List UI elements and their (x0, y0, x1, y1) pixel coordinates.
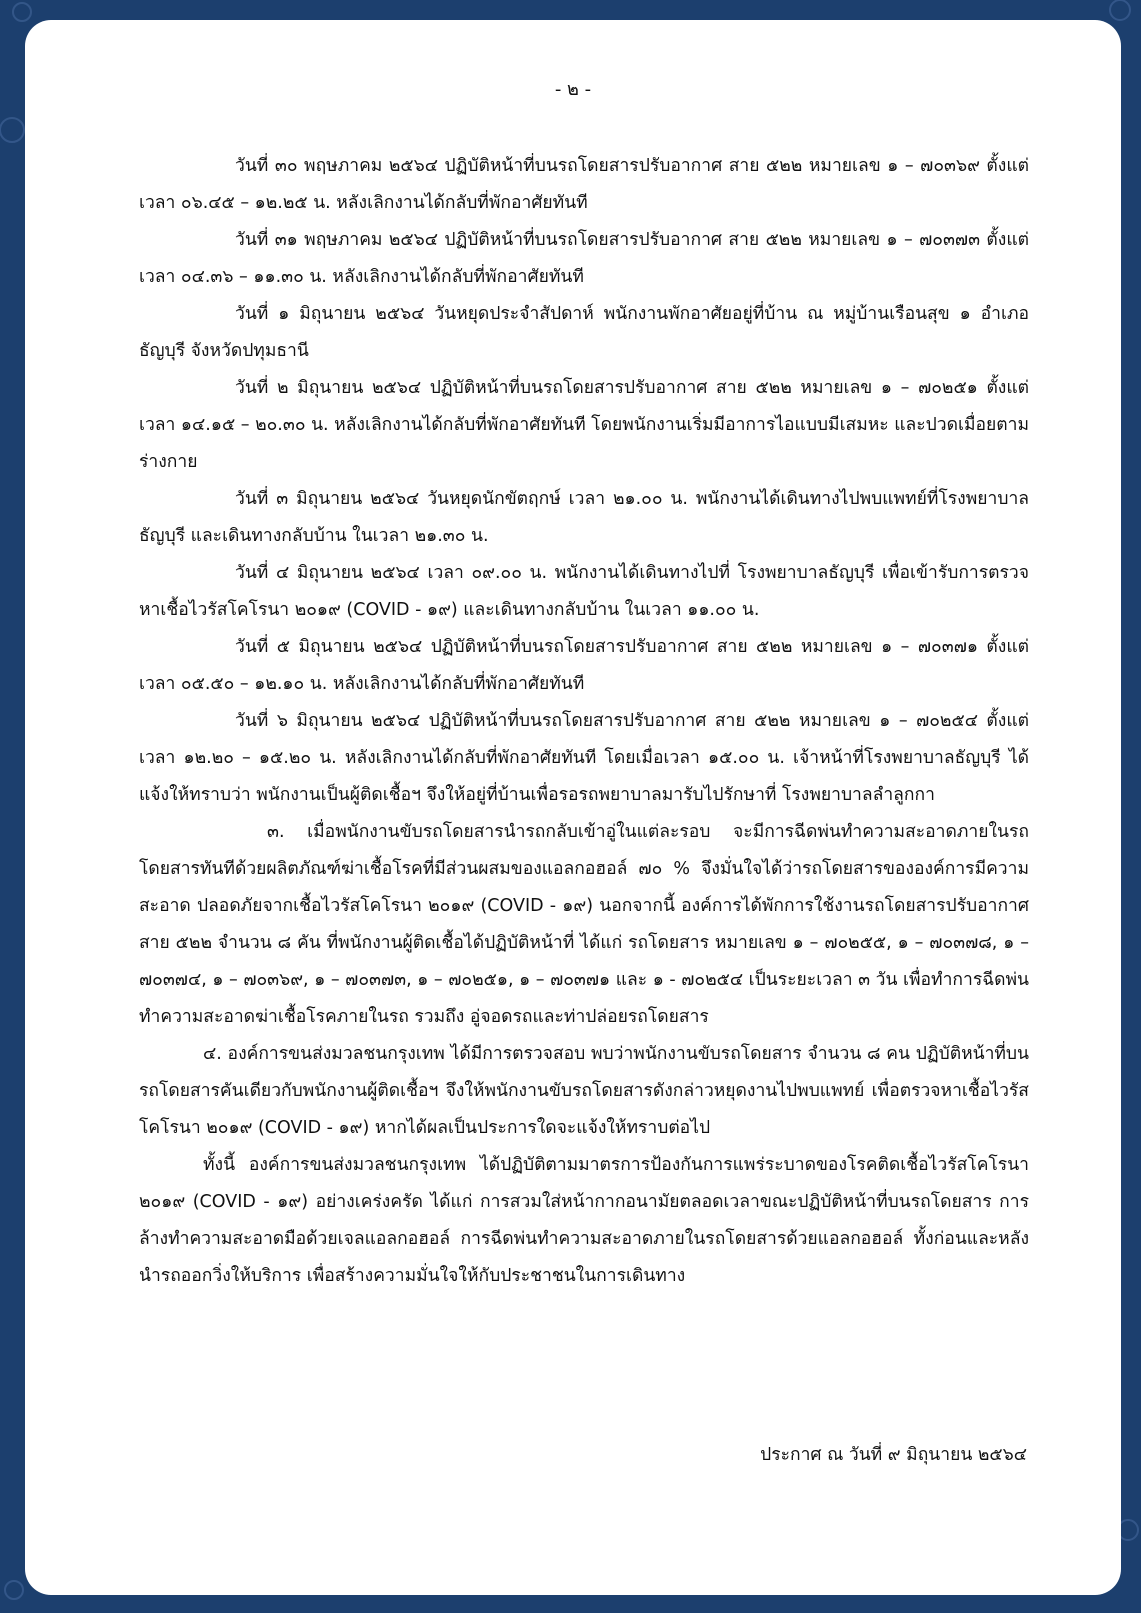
paragraph-may-30: วันที่ ๓๐ พฤษภาคม ๒๕๖๔ ปฏิบัติหน้าที่บนรถโดยสารปรับอากาศ สาย ๕๒๒ หมายเลข ๑ – ๗๐๓๖๙ ตั้งแต่เวลา ๐๖.๔๕ – ๑๒.๒๕ น. หลังเลิกงานได้กลับที่พักอาศัยทันที (139, 156, 1029, 213)
document-page (25, 20, 1121, 1595)
announcement-date: ประกาศ ณ วันที่ ๙ มิถุนายน ๒๕๖๔ (760, 1445, 1027, 1465)
paragraph-conclusion: ทั้งนี้ องค์การขนส่งมวลชนกรุงเทพ ได้ปฏิบัติตามมาตรการป้องกันการแพร่ระบาดของโรคติดเชื้อไวรัสโคโรนา ๒๐๑๙ (COVID - ๑๙) อย่างเคร่งครัด ได้แก่ การสวมใส่หน้ากากอนามัยตลอดเวลาขณะปฏิบัติหน้าที่บนรถโดยสาร การล้างทำความสะอาดมือด้วยเจลแอลกอฮอล์ การฉีดพ่นทำความสะอาดภายในรถโดยสารด้วยแอลกอฮอล์ ทั้งก่อนและหลังนำรถออกวิ่งให้บริการ เพื่อสร้างความมั่นใจให้กับประชาชนในการเดินทาง (139, 1155, 1029, 1286)
paragraph-item-4: ๔. องค์การขนส่งมวลชนกรุงเทพ ได้มีการตรวจสอบ พบว่าพนักงานขับรถโดยสาร จำนวน ๘ คน ปฏิบัติหน้าที่บนรถโดยสารคันเดียวกับพนักงานผู้ติดเชื้อฯ จึงให้พนักงานขับรถโดยสารดังกล่าวหยุดงานไปพบแพทย์ เพื่อตรวจหาเชื้อไวรัสโคโรนา ๒๐๑๙ (COVID - ๑๙) หากได้ผลเป็นประการใดจะแจ้งให้ทราบต่อไป (139, 1044, 1029, 1138)
page-number: - ๒ - (554, 79, 592, 100)
paragraph-june-3: วันที่ ๓ มิถุนายน ๒๕๖๔ วันหยุดนักขัตฤกษ์ เวลา ๒๑.๐๐ น. พนักงานได้เดินทางไปพบแพทย์ที่โรงพยาบาลธัญบุรี และเดินทางกลับบ้าน ในเวลา ๒๑.๓๐ น. (139, 489, 1029, 546)
paragraph-june-5: วันที่ ๕ มิถุนายน ๒๕๖๔ ปฏิบัติหน้าที่บนรถโดยสารปรับอากาศ สาย ๕๒๒ หมายเลข ๑ – ๗๐๓๗๑ ตั้งแต่เวลา ๐๕.๕๐ – ๑๒.๑๐ น. หลังเลิกงานได้กลับที่พักอาศัยทันที (139, 637, 1029, 694)
paragraph-item-3: ๓. เมื่อพนักงานขับรถโดยสารนำรถกลับเข้าอู่ในแต่ละรอบ จะมีการฉีดพ่นทำความสะอาดภายในรถโดยสารทันทีด้วยผลิตภัณฑ์ฆ่าเชื้อโรคที่มีส่วนผสมของแอลกอฮอล์ ๗๐ % จึงมั่นใจได้ว่ารถโดยสารขององค์การมีความสะอาด ปลอดภัยจากเชื้อไวรัสโคโรนา ๒๐๑๙ (COVID - ๑๙) นอกจากนี้ องค์การได้พักการใช้งานรถโดยสารปรับอากาศ สาย ๕๒๒ จำนวน ๘ คัน ที่พนักงานผู้ติดเชื้อได้ปฏิบัติหน้าที่ ได้แก่ รถโดยสาร หมายเลข ๑ – ๗๐๒๕๕, ๑ – ๗๐๓๗๘, ๑ – ๗๐๓๗๔, ๑ – ๗๐๓๖๙, ๑ – ๗๐๓๗๓, ๑ – ๗๐๒๕๑, ๑ – ๗๐๓๗๑ และ ๑ - ๗๐๒๕๔ เป็นระยะเวลา ๓ วัน เพื่อทำการฉีดพ่น ทำความสะอาดฆ่าเชื้อโรคภายในรถ รวมถึง อู่จอดรถและท่าปล่อยรถโดยสาร (139, 822, 1029, 1027)
paragraph-june-6: วันที่ ๖ มิถุนายน ๒๕๖๔ ปฏิบัติหน้าที่บนรถโดยสารปรับอากาศ สาย ๕๒๒ หมายเลข ๑ – ๗๐๒๕๔ ตั้งแต่เวลา ๑๒.๒๐ – ๑๕.๒๐ น. หลังเลิกงานได้กลับที่พักอาศัยทันที โดยเมื่อเวลา ๑๕.๐๐ น. เจ้าหน้าที่โรงพยาบาลธัญบุรี ได้แจ้งให้ทราบว่า พนักงานเป็นผู้ติดเชื้อฯ จึงให้อยู่ที่บ้านเพื่อรอรถพยาบาลมารับไปรักษาที่ โรงพยาบาลลำลูกกา (139, 711, 1029, 805)
document-body (139, 148, 1029, 1295)
paragraph-june-2: วันที่ ๒ มิถุนายน ๒๕๖๔ ปฏิบัติหน้าที่บนรถโดยสารปรับอากาศ สาย ๕๒๒ หมายเลข ๑ – ๗๐๒๕๑ ตั้งแต่เวลา ๑๔.๑๕ – ๒๐.๓๐ น. หลังเลิกงานได้กลับที่พักอาศัยทันที โดยพนักงานเริ่มมีอาการไอแบบมีเสมหะ และปวดเมื่อยตามร่างกาย (139, 378, 1029, 472)
paragraph-june-4: วันที่ ๔ มิถุนายน ๒๕๖๔ เวลา ๐๙.๐๐ น. พนักงานได้เดินทางไปที่ โรงพยาบาลธัญบุรี เพื่อเข้ารับการตรวจหาเชื้อไวรัสโคโรนา ๒๐๑๙ (COVID - ๑๙) และเดินทางกลับบ้าน ในเวลา ๑๑.๐๐ น. (139, 563, 1029, 620)
paragraph-june-1: วันที่ ๑ มิถุนายน ๒๕๖๔ วันหยุดประจำสัปดาห์ พนักงานพักอาศัยอยู่ที่บ้าน ณ หมู่บ้านเรือนสุข ๑ อำเภอธัญบุรี จังหวัดปทุมธานี (139, 304, 1029, 361)
paragraph-may-31: วันที่ ๓๑ พฤษภาคม ๒๕๖๔ ปฏิบัติหน้าที่บนรถโดยสารปรับอากาศ สาย ๕๒๒ หมายเลข ๑ – ๗๐๓๗๓ ตั้งแต่เวลา ๐๔.๓๖ – ๑๑.๓๐ น. หลังเลิกงานได้กลับที่พักอาศัยทันที (139, 230, 1029, 287)
